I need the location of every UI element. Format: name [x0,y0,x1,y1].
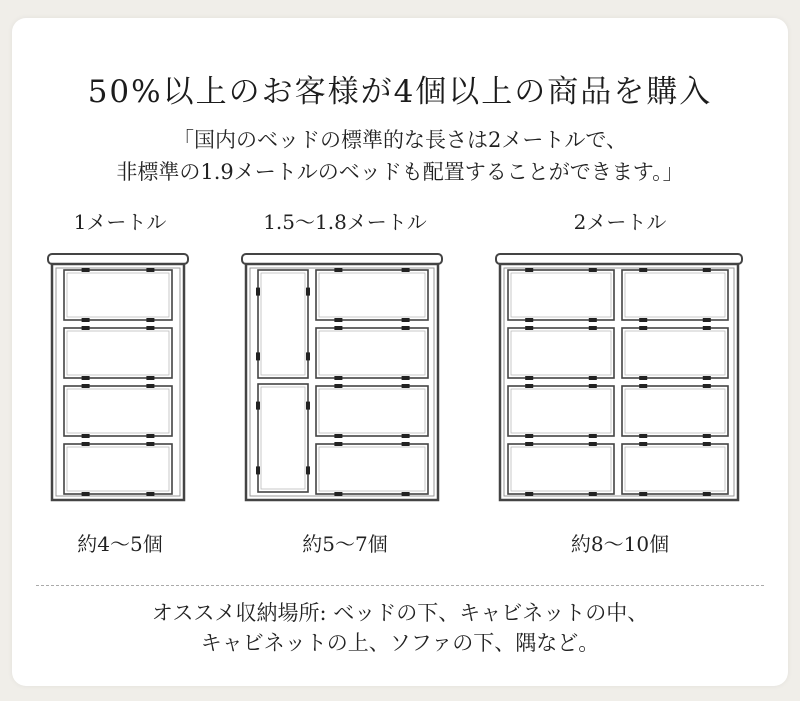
bed-1m-headboard [48,254,188,264]
storage-box-2m-right-4-clip [639,442,647,446]
footer-line-1: オススメ収納場所: ベッドの下、キャビネットの中、 [151,601,649,625]
storage-box-1-5m-tall-2-clip [256,466,260,474]
storage-box-2m-left-2-clip [589,326,597,330]
storage-box-1m-2-clip [82,326,90,330]
bed-1-5m-headboard [242,254,442,264]
count-label-1m: 約4～5個 [77,532,163,556]
storage-box-1m-2-clip [146,326,154,330]
storage-box-2m-right-1-clip [703,318,711,322]
bed-size-label-1m: 1メートル [73,210,167,234]
storage-box-1-5m-tall-2-clip [306,466,310,474]
storage-box-2m-left-1-clip [525,268,533,272]
storage-box-1-5m-4-clip [402,442,410,446]
storage-box-1m-1-clip [146,268,154,272]
storage-box-1-5m-1-clip [402,318,410,322]
storage-box-2m-right-2-clip [703,326,711,330]
storage-box-1-5m-tall-2 [258,384,308,492]
storage-box-1-5m-tall-2-clip [306,402,310,410]
storage-box-1-5m-1-clip [334,318,342,322]
storage-box-2m-right-2 [622,328,728,378]
storage-box-1-5m-3-clip [334,384,342,388]
storage-box-1-5m-3-clip [402,384,410,388]
storage-box-1-5m-2 [316,328,428,378]
subtitle-line-2: 非標準の1.9メートルのベッドも配置することができます。」 [116,160,684,184]
storage-box-1-5m-1-clip [402,268,410,272]
storage-box-1-5m-2-clip [334,326,342,330]
recommended-locations [0,598,800,658]
storage-box-1m-4 [64,444,172,494]
storage-box-1-5m-1-clip [334,268,342,272]
storage-box-2m-right-3 [622,386,728,436]
count-label-1-5m: 約5～7個 [302,532,388,556]
storage-box-1m-1-clip [146,318,154,322]
storage-box-1m-4-clip [146,442,154,446]
storage-box-1m-3-clip [146,384,154,388]
storage-box-2m-left-3-clip [525,384,533,388]
dashed-divider [36,585,764,586]
storage-box-2m-left-1-clip [525,318,533,322]
storage-box-1m-1 [64,270,172,320]
storage-box-2m-left-1-clip [589,268,597,272]
storage-box-1m-1-clip [82,318,90,322]
storage-box-2m-left-1 [508,270,614,320]
storage-box-1m-3-clip [146,434,154,438]
storage-box-2m-left-4-clip [589,492,597,496]
storage-box-2m-left-2-clip [589,376,597,380]
storage-box-2m-right-3-clip [639,434,647,438]
bed-size-label-2m: 2メートル [573,210,667,234]
footer-line-2: キャビネットの上、ソファの下、隅など。 [200,631,600,655]
storage-box-1m-2-clip [82,376,90,380]
storage-box-1-5m-1 [316,270,428,320]
storage-box-2m-left-2-clip [525,326,533,330]
storage-box-2m-left-3-clip [589,434,597,438]
storage-box-2m-left-3-clip [589,384,597,388]
storage-box-1m-4-clip [82,492,90,496]
storage-box-1-5m-4 [316,444,428,494]
storage-box-1-5m-tall-1 [258,270,308,378]
storage-box-2m-left-1-clip [589,318,597,322]
storage-box-2m-left-4 [508,444,614,494]
storage-box-2m-right-3-clip [703,434,711,438]
storage-box-2m-left-2-clip [525,376,533,380]
storage-box-1m-2-clip [146,376,154,380]
storage-box-2m-left-4-clip [589,442,597,446]
storage-box-1-5m-3 [316,386,428,436]
storage-box-2m-left-4-clip [525,492,533,496]
storage-box-1-5m-2-clip [402,376,410,380]
storage-box-2m-left-4-clip [525,442,533,446]
storage-box-1m-3-clip [82,434,90,438]
storage-box-1-5m-4-clip [334,492,342,496]
storage-box-1-5m-3-clip [402,434,410,438]
storage-box-2m-right-4-clip [703,442,711,446]
storage-box-2m-right-1-clip [639,318,647,322]
storage-box-2m-right-3-clip [639,384,647,388]
storage-box-1m-1-clip [82,268,90,272]
storage-box-1m-4-clip [82,442,90,446]
storage-box-2m-left-3-clip [525,434,533,438]
storage-box-1-5m-2-clip [402,326,410,330]
storage-box-2m-right-4 [622,444,728,494]
storage-box-1-5m-tall-1-clip [306,352,310,360]
count-label-2m: 約8～10個 [570,532,670,556]
storage-box-2m-left-2 [508,328,614,378]
storage-box-2m-left-3 [508,386,614,436]
storage-box-1m-2 [64,328,172,378]
page-title: 50%以上のお客様が4個以上の商品を購入 [87,74,713,110]
bed-2m-headboard [496,254,742,264]
storage-box-1-5m-tall-1-clip [256,288,260,296]
storage-box-2m-right-2-clip [639,376,647,380]
storage-box-2m-right-3-clip [703,384,711,388]
storage-box-1m-3-clip [82,384,90,388]
storage-box-2m-right-2-clip [703,376,711,380]
storage-box-2m-right-1-clip [703,268,711,272]
storage-box-2m-right-4-clip [639,492,647,496]
storage-box-2m-right-4-clip [703,492,711,496]
storage-box-2m-right-1 [622,270,728,320]
storage-box-1-5m-4-clip [334,442,342,446]
storage-box-1m-3 [64,386,172,436]
storage-box-2m-right-2-clip [639,326,647,330]
storage-box-1-5m-tall-1-clip [306,288,310,296]
storage-box-1-5m-3-clip [334,434,342,438]
storage-box-1m-4-clip [146,492,154,496]
storage-box-1-5m-4-clip [402,492,410,496]
storage-box-1-5m-tall-2-clip [256,402,260,410]
subtitle-line-1: 「国内のベッドの標準的な長さは2メートルで、 [173,128,627,152]
bed-size-label-1-5m: 1.5～1.8メートル [263,210,427,234]
storage-box-2m-right-1-clip [639,268,647,272]
storage-box-1-5m-2-clip [334,376,342,380]
storage-box-1-5m-tall-1-clip [256,352,260,360]
